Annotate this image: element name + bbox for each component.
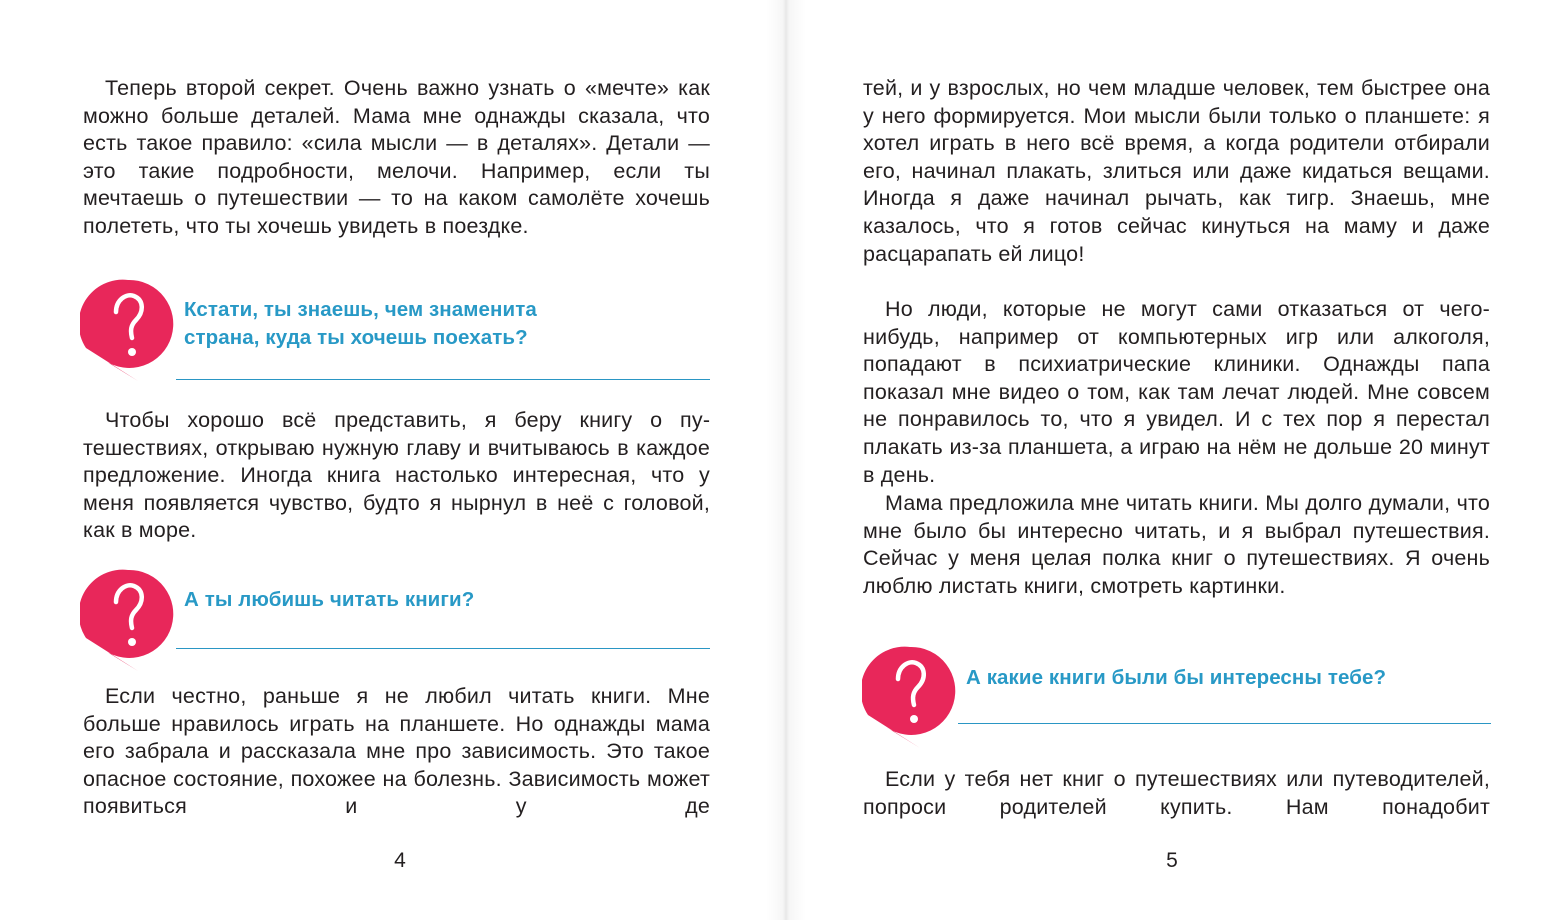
right-paragraph-1: тей, и у взрослых, но чем младше человек, тем быстрее она у него формируется. Мои мысли были только о планшете: я хотел играть в него всё время, а когда родители отбирали его, начинал плакать, злиться или даже кидаться вещами. Иногда я даже начинал рычать, как тигр. Знаешь, мне казалось, что я готов сейчас кинуться на маму и даже расцарапать ей лицо! — [863, 76, 1490, 266]
question-text-1: Кстати, ты знаешь, чем знаменита страна, куда ты хочешь поехать? — [184, 298, 537, 349]
page-number-right: 5 — [1166, 849, 1178, 872]
left-page — [0, 0, 782, 920]
right-page — [782, 0, 1565, 920]
left-paragraph-3: Если честно, раньше я не любил читать книги. Мне больше нравилось играть на планшете. Но однажды мама его забрала и рассказала мне про зависимость. Это такое опасное состояние, похожее на болезнь. Зависимость может появиться и у де — [83, 684, 710, 819]
right-paragraph-2: Но люди, которые не могут сами отказаться от чего-нибудь, например от компьютерных игр или алкоголя, попадают в психиатрические клиники. Однажды папа показал мне видео о том, как там лечат людей. Мне совсем не понравилось то, что я увидел. И с тех пор я перестал плакать из-за планшета, а играю на нём не дольше 20 минут в день. — [863, 297, 1490, 487]
answer-line-1[interactable] — [176, 379, 710, 380]
question-bubble-icon — [862, 645, 958, 751]
question-bubble-icon — [80, 568, 176, 674]
page-number-left: 4 — [394, 849, 406, 872]
right-paragraph-4: Если у тебя нет книг о путешествиях или путеводителей, попроси родителей купить. Нам понадобит — [863, 767, 1490, 819]
left-paragraph-1: Теперь второй секрет. Очень важно узнать о «мечте» как можно больше деталей. Мама мне однажды сказала, что есть такое правило: «сила мысли — в деталях». Детали — это такие подробности, мелочи. Например, если ты мечтаешь о путешествии — то на каком самолёте хочешь полететь, что ты хочешь увидеть в поездке. — [83, 76, 710, 238]
answer-line-3[interactable] — [958, 723, 1491, 724]
question-text-3: А какие книги были бы интересны тебе? — [966, 666, 1387, 689]
answer-line-2[interactable] — [176, 648, 710, 649]
book-spine-shadow — [766, 0, 806, 920]
left-paragraph-2: Чтобы хорошо всё представить, я беру книгу о путешествиях, открываю нужную главу и вчитываюсь в каждое предложение. Иногда книга настолько интересная, что у меня появляется чувство, будто я нырнул в неё с головой, как в море. — [83, 408, 710, 543]
question-text-2: А ты любишь читать книги? — [184, 588, 475, 611]
question-bubble-icon — [80, 278, 176, 384]
right-paragraph-3: Мама предложила мне читать книги. Мы долго думали, что мне было бы интересно читать, и я выбрал путешествия. Сейчас у меня целая полка книг о путешествиях. Я очень люблю листать книги, смотреть картинки. — [863, 491, 1490, 598]
